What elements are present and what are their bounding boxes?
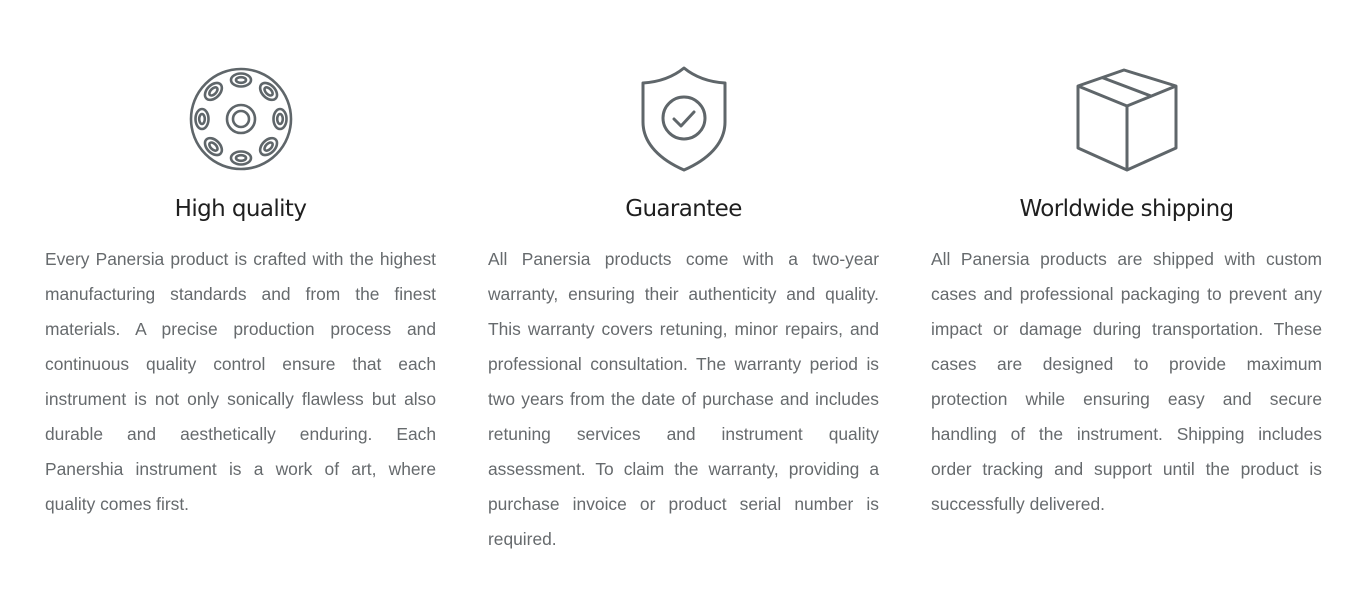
- feature-description: Every Panersia product is crafted with the highest manufacturing standards and from the finest materials. A precise production process and continuous quality control ensure that each instrument is not only sonically flawless but also durable and aesthetically enduring. Each Panershia instrument is a work of art, where quality comes first.: [45, 249, 436, 514]
- shield-check-icon: [629, 64, 739, 174]
- box-icon: [1072, 64, 1182, 174]
- feature-title: Worldwide shipping: [1019, 196, 1234, 222]
- feature-title: High quality: [174, 196, 307, 222]
- feature-title: Guarantee: [625, 196, 742, 222]
- feature-description: All Panersia products come with a two-year warranty, ensuring their authenticity and quality. This warranty covers retuning, minor repairs, and professional consultation. The warranty period is two years from the date of purchase and includes retuning services and instrument quality assessment. To claim the warranty, providing a purchase invoice or product serial number is required.: [488, 249, 879, 549]
- gemstone-wheel-icon: [186, 64, 296, 174]
- feature-description: All Panersia products are shipped with custom cases and professional packaging to prevent any impact or damage during transportation. These cases are designed to provide maximum protection while ensuring easy and secure handling of the instrument. Shipping includes order tracking and support until the product is successfully delivered.: [931, 249, 1322, 514]
